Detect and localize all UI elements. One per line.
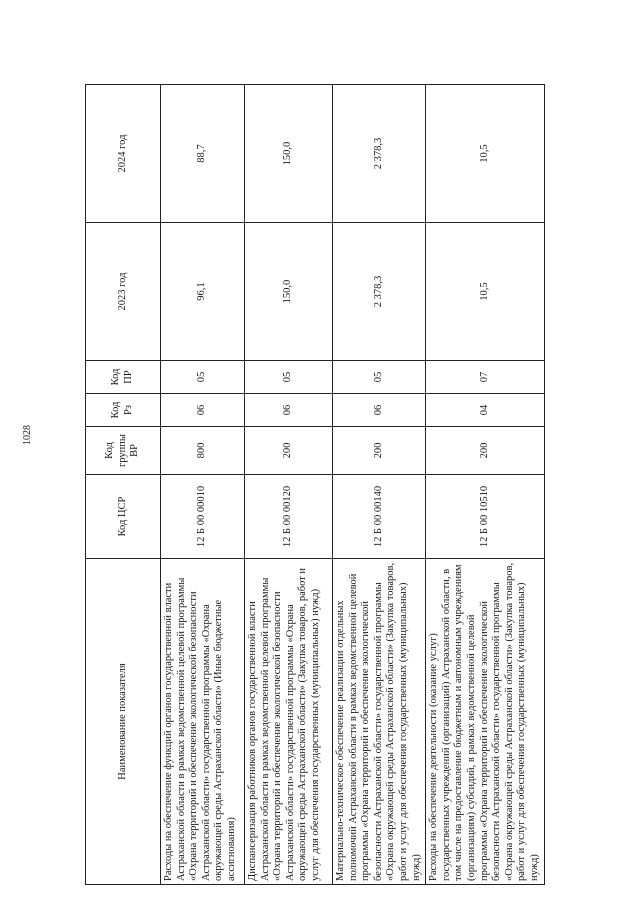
cell-2023: 2 378,3 — [333, 223, 426, 361]
cell-2023: 96,1 — [161, 223, 245, 361]
header-csr: Код ЦСР — [86, 475, 161, 559]
rotated-table-container — [85, 85, 540, 885]
page-number: 1028 — [22, 425, 33, 445]
cell-pr: 05 — [161, 361, 245, 394]
cell-2023: 150,0 — [245, 223, 333, 361]
cell-name: Материально-техническое обеспечение реализации отдельных полномочий Астраханской области в рамках ведомственной целевой программы «Охрана территорий и обеспечение экологической безопасности Астраханской области» государственной программы «Охрана окружающей среды Астраханской области» (Закупка товаров, работ и услуг для обеспечения государственных (муниципальных) нужд) — [333, 559, 426, 885]
header-2023: 2023 год — [86, 223, 161, 361]
header-pr: Код ПР — [86, 361, 161, 394]
header-rz: Код Рз — [86, 394, 161, 427]
budget-table — [85, 84, 545, 885]
cell-2024: 88,7 — [161, 85, 245, 223]
cell-vr: 200 — [426, 427, 544, 475]
cell-rz: 04 — [426, 394, 544, 427]
cell-vr: 200 — [245, 427, 333, 475]
cell-vr: 200 — [333, 427, 426, 475]
cell-csr: 12 Б 00 00010 — [161, 475, 245, 559]
cell-rz: 06 — [245, 394, 333, 427]
table-row — [161, 85, 245, 885]
cell-pr: 07 — [426, 361, 544, 394]
table-header-row — [86, 85, 161, 885]
cell-2023: 10,5 — [426, 223, 544, 361]
cell-name: Диспансеризация работников органов государственной власти Астраханской области в рамках ведомственной целевой программы «Охрана территорий и обеспечение экологической безопасности Астраханской области» государственной программы «Охрана окружающей среды Астраханской области» (Закупка товаров, работ и услуг для обеспечения государственных (муниципальных) нужд) — [245, 559, 333, 885]
cell-pr: 05 — [333, 361, 426, 394]
header-2024: 2024 год — [86, 85, 161, 223]
cell-csr: 12 Б 00 00120 — [245, 475, 333, 559]
cell-2024: 10,5 — [426, 85, 544, 223]
header-vr: Код группы ВР — [86, 427, 161, 475]
header-name: Наименование показателя — [86, 559, 161, 885]
cell-2024: 2 378,3 — [333, 85, 426, 223]
table-row — [333, 85, 426, 885]
cell-vr: 800 — [161, 427, 245, 475]
cell-name: Расходы на обеспечение функций органов государственной власти Астраханской области в рамках ведомственной целевой программы «Охрана территорий и обеспечение экологической безопасности Астраханской области» государственной программы «Охрана окружающей среды Астраханской области» (Иные бюджетные ассигнования) — [161, 559, 245, 885]
table-row — [426, 85, 544, 885]
cell-csr: 12 Б 00 10510 — [426, 475, 544, 559]
cell-pr: 05 — [245, 361, 333, 394]
table-row — [245, 85, 333, 885]
cell-name: Расходы на обеспечение деятельности (оказание услуг) государственных учреждений (организаций) Астраханской области, в том числе на предоставление бюджетным и автономным учреждениям (организациям) субсидий, в рамках ведомственной целевой программы «Охрана территорий и обеспечение экологической безопасности Астраханской области» государственной программы «Охрана окружающей среды Астраханской области» (Закупка товаров, работ и услуг для обеспечения государственных (муниципальных) нужд) — [426, 559, 544, 885]
cell-rz: 06 — [161, 394, 245, 427]
cell-2024: 150,0 — [245, 85, 333, 223]
cell-csr: 12 Б 00 00140 — [333, 475, 426, 559]
cell-rz: 06 — [333, 394, 426, 427]
